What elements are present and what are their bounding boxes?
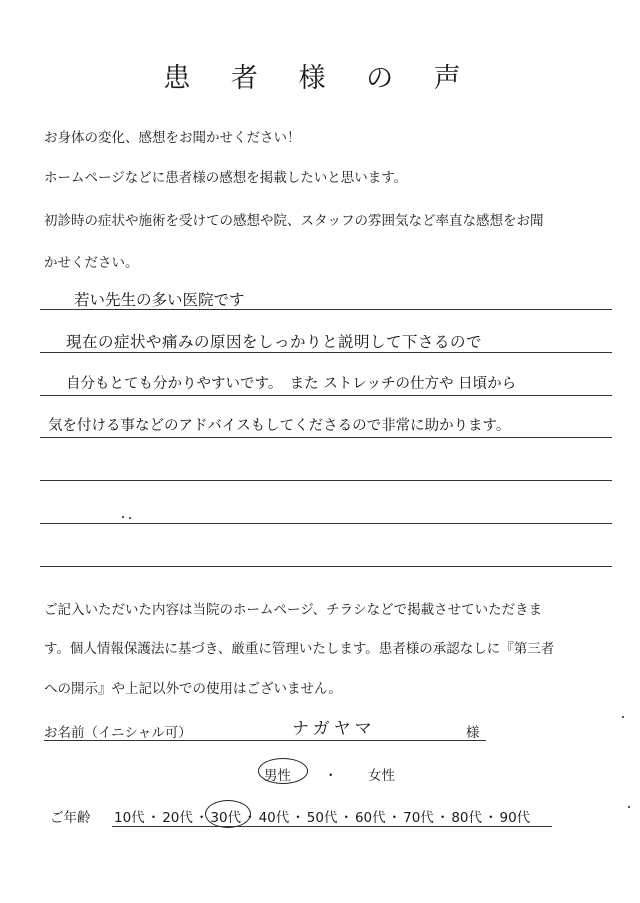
- age-separator: ・: [146, 810, 161, 826]
- age-separator: ・: [435, 810, 450, 826]
- handwritten-line-4: 気を付ける事などのアドバイスもしてくださるので非常に助かります。: [48, 418, 511, 434]
- ink-speck: [122, 516, 124, 518]
- writing-rule-4: [40, 437, 612, 438]
- handwritten-line-3: 自分もとても分かりやすいです。 また ストレッチの仕方や 日頃から: [66, 376, 517, 392]
- name-value: ナガヤマ: [292, 719, 376, 739]
- age-option-20s: 20代: [162, 810, 193, 826]
- intro-line-3: 初診時の症状や施術を受けての感想や院、スタッフの雰囲気など率直な感想をお聞: [44, 213, 544, 229]
- age-option-90s: 90代: [499, 810, 531, 826]
- intro-line-2: ホームページなどに患者様の感想を掲載したいと思います。: [44, 170, 408, 186]
- age-separator: ・: [484, 810, 498, 826]
- age-underline: [112, 826, 552, 827]
- age-option-60s: 60代: [354, 810, 386, 826]
- age-option-10s: 10代: [114, 810, 145, 826]
- ink-speck: [628, 806, 630, 808]
- writing-rule-2: [40, 352, 612, 353]
- gender-selection-circle: [258, 758, 308, 784]
- name-suffix: 様: [466, 725, 480, 741]
- age-separator: ・: [387, 810, 402, 826]
- age-separator: ・: [243, 810, 257, 826]
- age-separator: ・: [339, 810, 353, 826]
- handwritten-line-1: 若い先生の多い医院です: [74, 291, 245, 309]
- writing-rule-3: [40, 395, 612, 396]
- ink-speck: [129, 517, 131, 519]
- age-option-40s: 40代: [258, 810, 290, 826]
- age-separator: ・: [291, 810, 305, 826]
- writing-rule-7: [40, 566, 612, 567]
- handwritten-line-2: 現在の症状や痛みの原因をしっかりと説明して下さるので: [66, 333, 483, 351]
- gender-option-male: 男性: [264, 768, 291, 784]
- name-underline: [44, 740, 486, 741]
- writing-rule-6: [40, 523, 612, 524]
- age-option-30s-selected: [210, 806, 241, 826]
- age-option-80s: 80代: [451, 810, 482, 826]
- age-option-30s-label: 30代: [210, 810, 242, 826]
- intro-line-4: かせください。: [44, 255, 139, 271]
- writing-rule-5: [40, 480, 612, 481]
- age-option-50s: 50代: [306, 810, 338, 826]
- gender-option-female: 女性: [368, 768, 395, 784]
- footer-notice-line-2: す。個人情報保護法に基づき、厳重に管理いたします。患者様の承認なしに『第三者: [44, 641, 555, 657]
- page-title: 患 者 様 の 声: [163, 63, 477, 94]
- age-separator: ・: [194, 810, 209, 826]
- ink-speck: [622, 716, 624, 718]
- writing-rule-1: [40, 309, 612, 310]
- intro-line-1: お身体の変化、感想をお聞かせください！: [44, 130, 301, 146]
- gender-separator: ・: [324, 768, 338, 784]
- name-label: お名前（イニシャル可）: [44, 725, 192, 741]
- age-label: ご年齢: [50, 810, 91, 826]
- footer-notice-line-3: への開示』や上記以外での使用はございません。: [44, 681, 342, 697]
- age-option-70s: 70代: [403, 810, 434, 826]
- age-options: [114, 806, 530, 826]
- footer-notice-line-1: ご記入いただいた内容は当院のホームページ、チラシなどで掲載させていただきま: [44, 602, 543, 618]
